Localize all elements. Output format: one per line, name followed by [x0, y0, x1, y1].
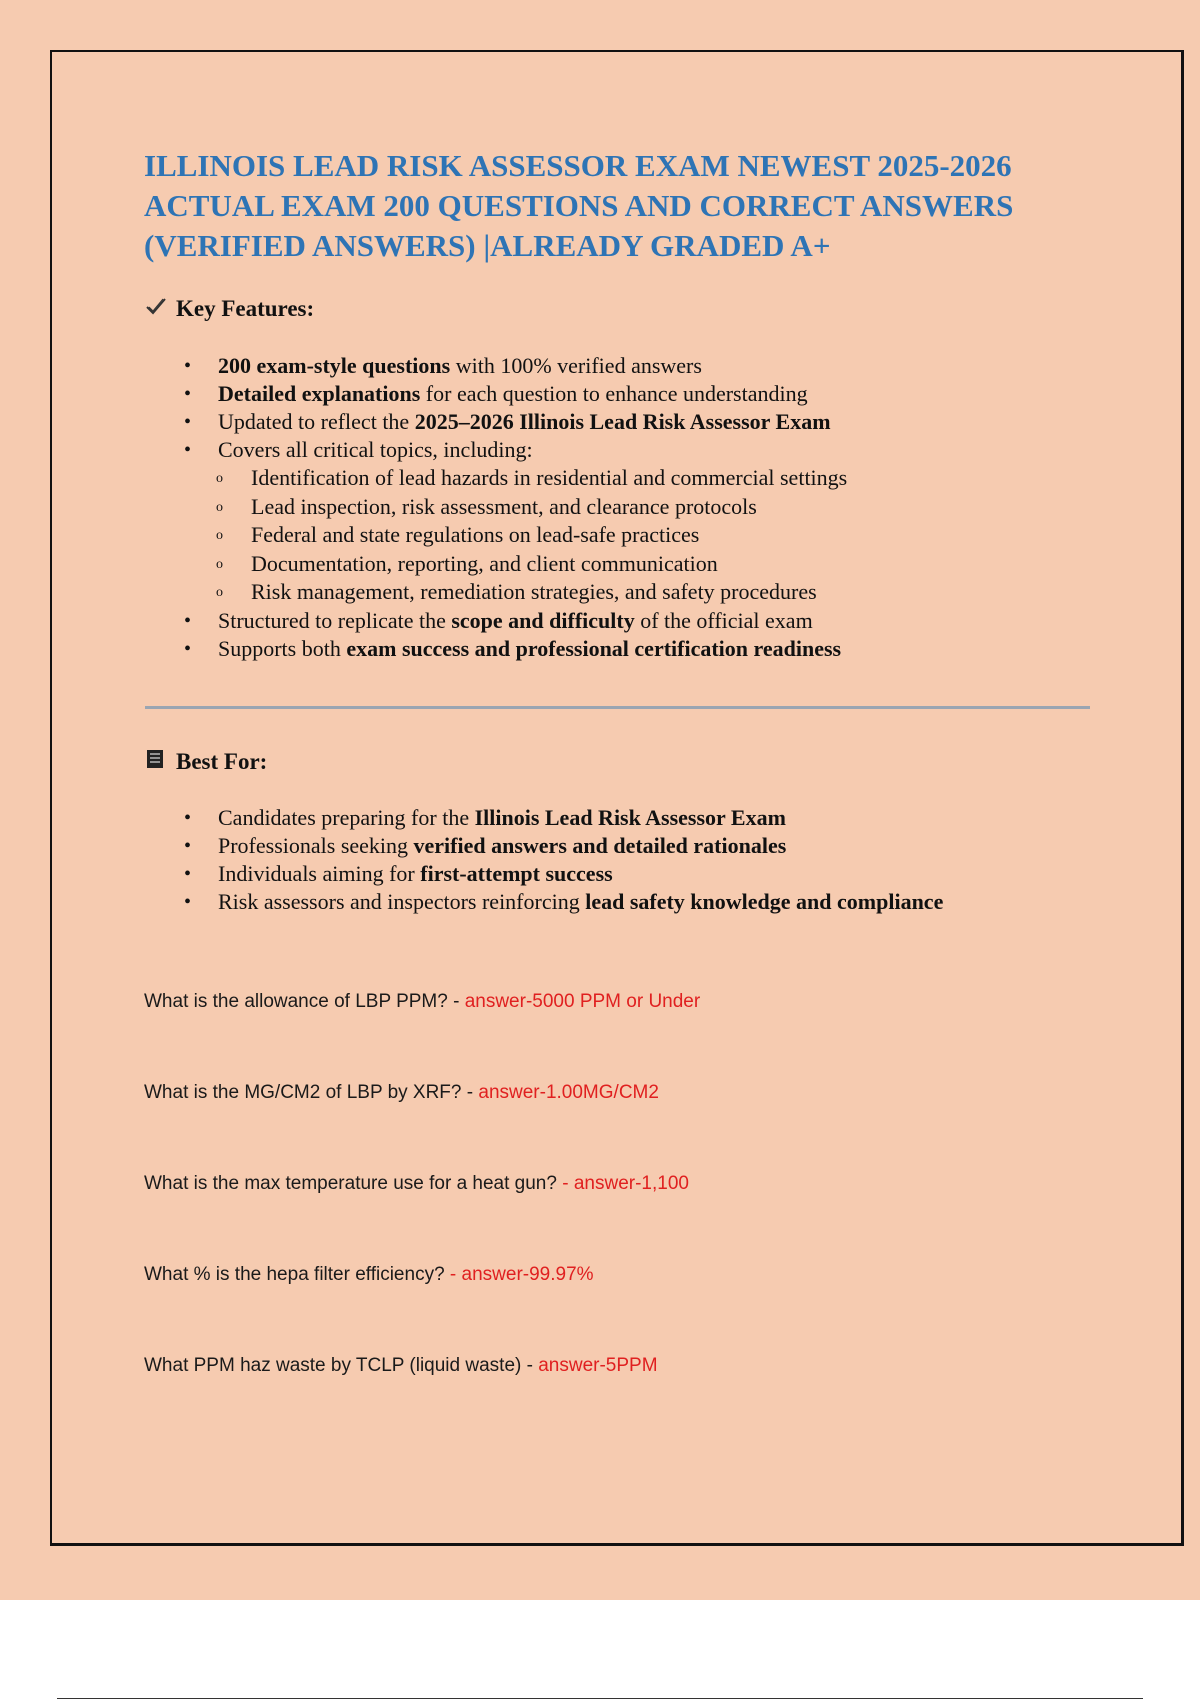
answer-text: answer-1.00MG/CM2	[478, 1082, 659, 1103]
sublist-item: o Identification of lead hazards in residential and commercial settings	[216, 465, 848, 490]
topics-sublist	[178, 464, 847, 607]
section-divider	[145, 706, 1090, 709]
list-item: • Professionals seeking verified answers and detailed rationales	[184, 833, 787, 858]
title-line-2: ACTUAL EXAM 200 QUESTIONS AND CORRECT ANSWERS	[144, 188, 1014, 223]
qa-item	[144, 1264, 594, 1286]
page-bottom-rule	[57, 1698, 1143, 1699]
answer-text: - answer-99.97%	[449, 1264, 594, 1285]
book-icon	[144, 748, 170, 776]
best-for-label: Best For:	[176, 749, 268, 774]
list-item: • Risk assessors and inspectors reinforcing lead safety knowledge and compliance	[184, 889, 944, 914]
key-features-heading	[144, 295, 314, 323]
list-item: • Covers all critical topics, including: o Identification of lead hazards in residential and commercial settings o Lead inspection, risk assessment, and clearance protocols o Federal and state regulations on lead-safe practices o Documentation, reporting, and client communication o Risk management, remediation strategies, and safety procedures	[178, 436, 847, 607]
list-item: • Updated to reflect the 2025–2026 Illinois Lead Risk Assessor Exam	[184, 409, 831, 434]
list-item: • Detailed explanations for each question to enhance understanding	[184, 381, 808, 406]
title-line-1: ILLINOIS LEAD RISK ASSESSOR EXAM NEWEST 2025-2026	[144, 148, 1012, 183]
qa-item	[144, 991, 700, 1013]
answer-text: answer-5PPM	[538, 1355, 658, 1376]
qa-item	[144, 1173, 689, 1195]
key-features-list	[178, 352, 847, 663]
question-text: What is the allowance of LBP PPM? -	[144, 991, 465, 1012]
key-features-label: Key Features:	[176, 296, 315, 321]
checkmark-icon	[144, 295, 170, 323]
sublist-item: o Risk management, remediation strategies, and safety procedures	[216, 579, 817, 604]
title-line-3: (VERIFIED ANSWERS) |ALREADY GRADED A+	[144, 228, 831, 263]
best-for-heading	[144, 748, 267, 776]
question-text: What PPM haz waste by TCLP (liquid waste) -	[144, 1355, 539, 1376]
page-border	[50, 50, 1184, 1546]
list-item: • Candidates preparing for the Illinois Lead Risk Assessor Exam	[184, 805, 786, 830]
sublist-item: o Documentation, reporting, and client communication	[216, 550, 718, 576]
question-text: What % is the hepa filter efficiency?	[144, 1264, 450, 1285]
qa-item	[144, 1082, 659, 1104]
question-text: What is the max temperature use for a heat gun?	[144, 1173, 563, 1194]
document-title	[144, 146, 1104, 266]
answer-text: - answer-1,100	[562, 1173, 689, 1194]
list-item: • Structured to replicate the scope and difficulty of the official exam	[184, 607, 813, 633]
sublist-item: o Federal and state regulations on lead-safe practices	[216, 522, 700, 547]
list-item: • Individuals aiming for first-attempt success	[184, 861, 613, 886]
list-item: • Supports both exam success and professional certification readiness	[184, 635, 842, 661]
sublist-item: o Lead inspection, risk assessment, and clearance protocols	[216, 493, 757, 519]
qa-item	[144, 1355, 658, 1377]
best-for-list	[178, 804, 943, 916]
question-text: What is the MG/CM2 of LBP by XRF? -	[144, 1082, 479, 1103]
answer-text: answer-5000 PPM or Under	[464, 991, 701, 1012]
list-item: • 200 exam-style questions with 100% verified answers	[184, 353, 702, 378]
